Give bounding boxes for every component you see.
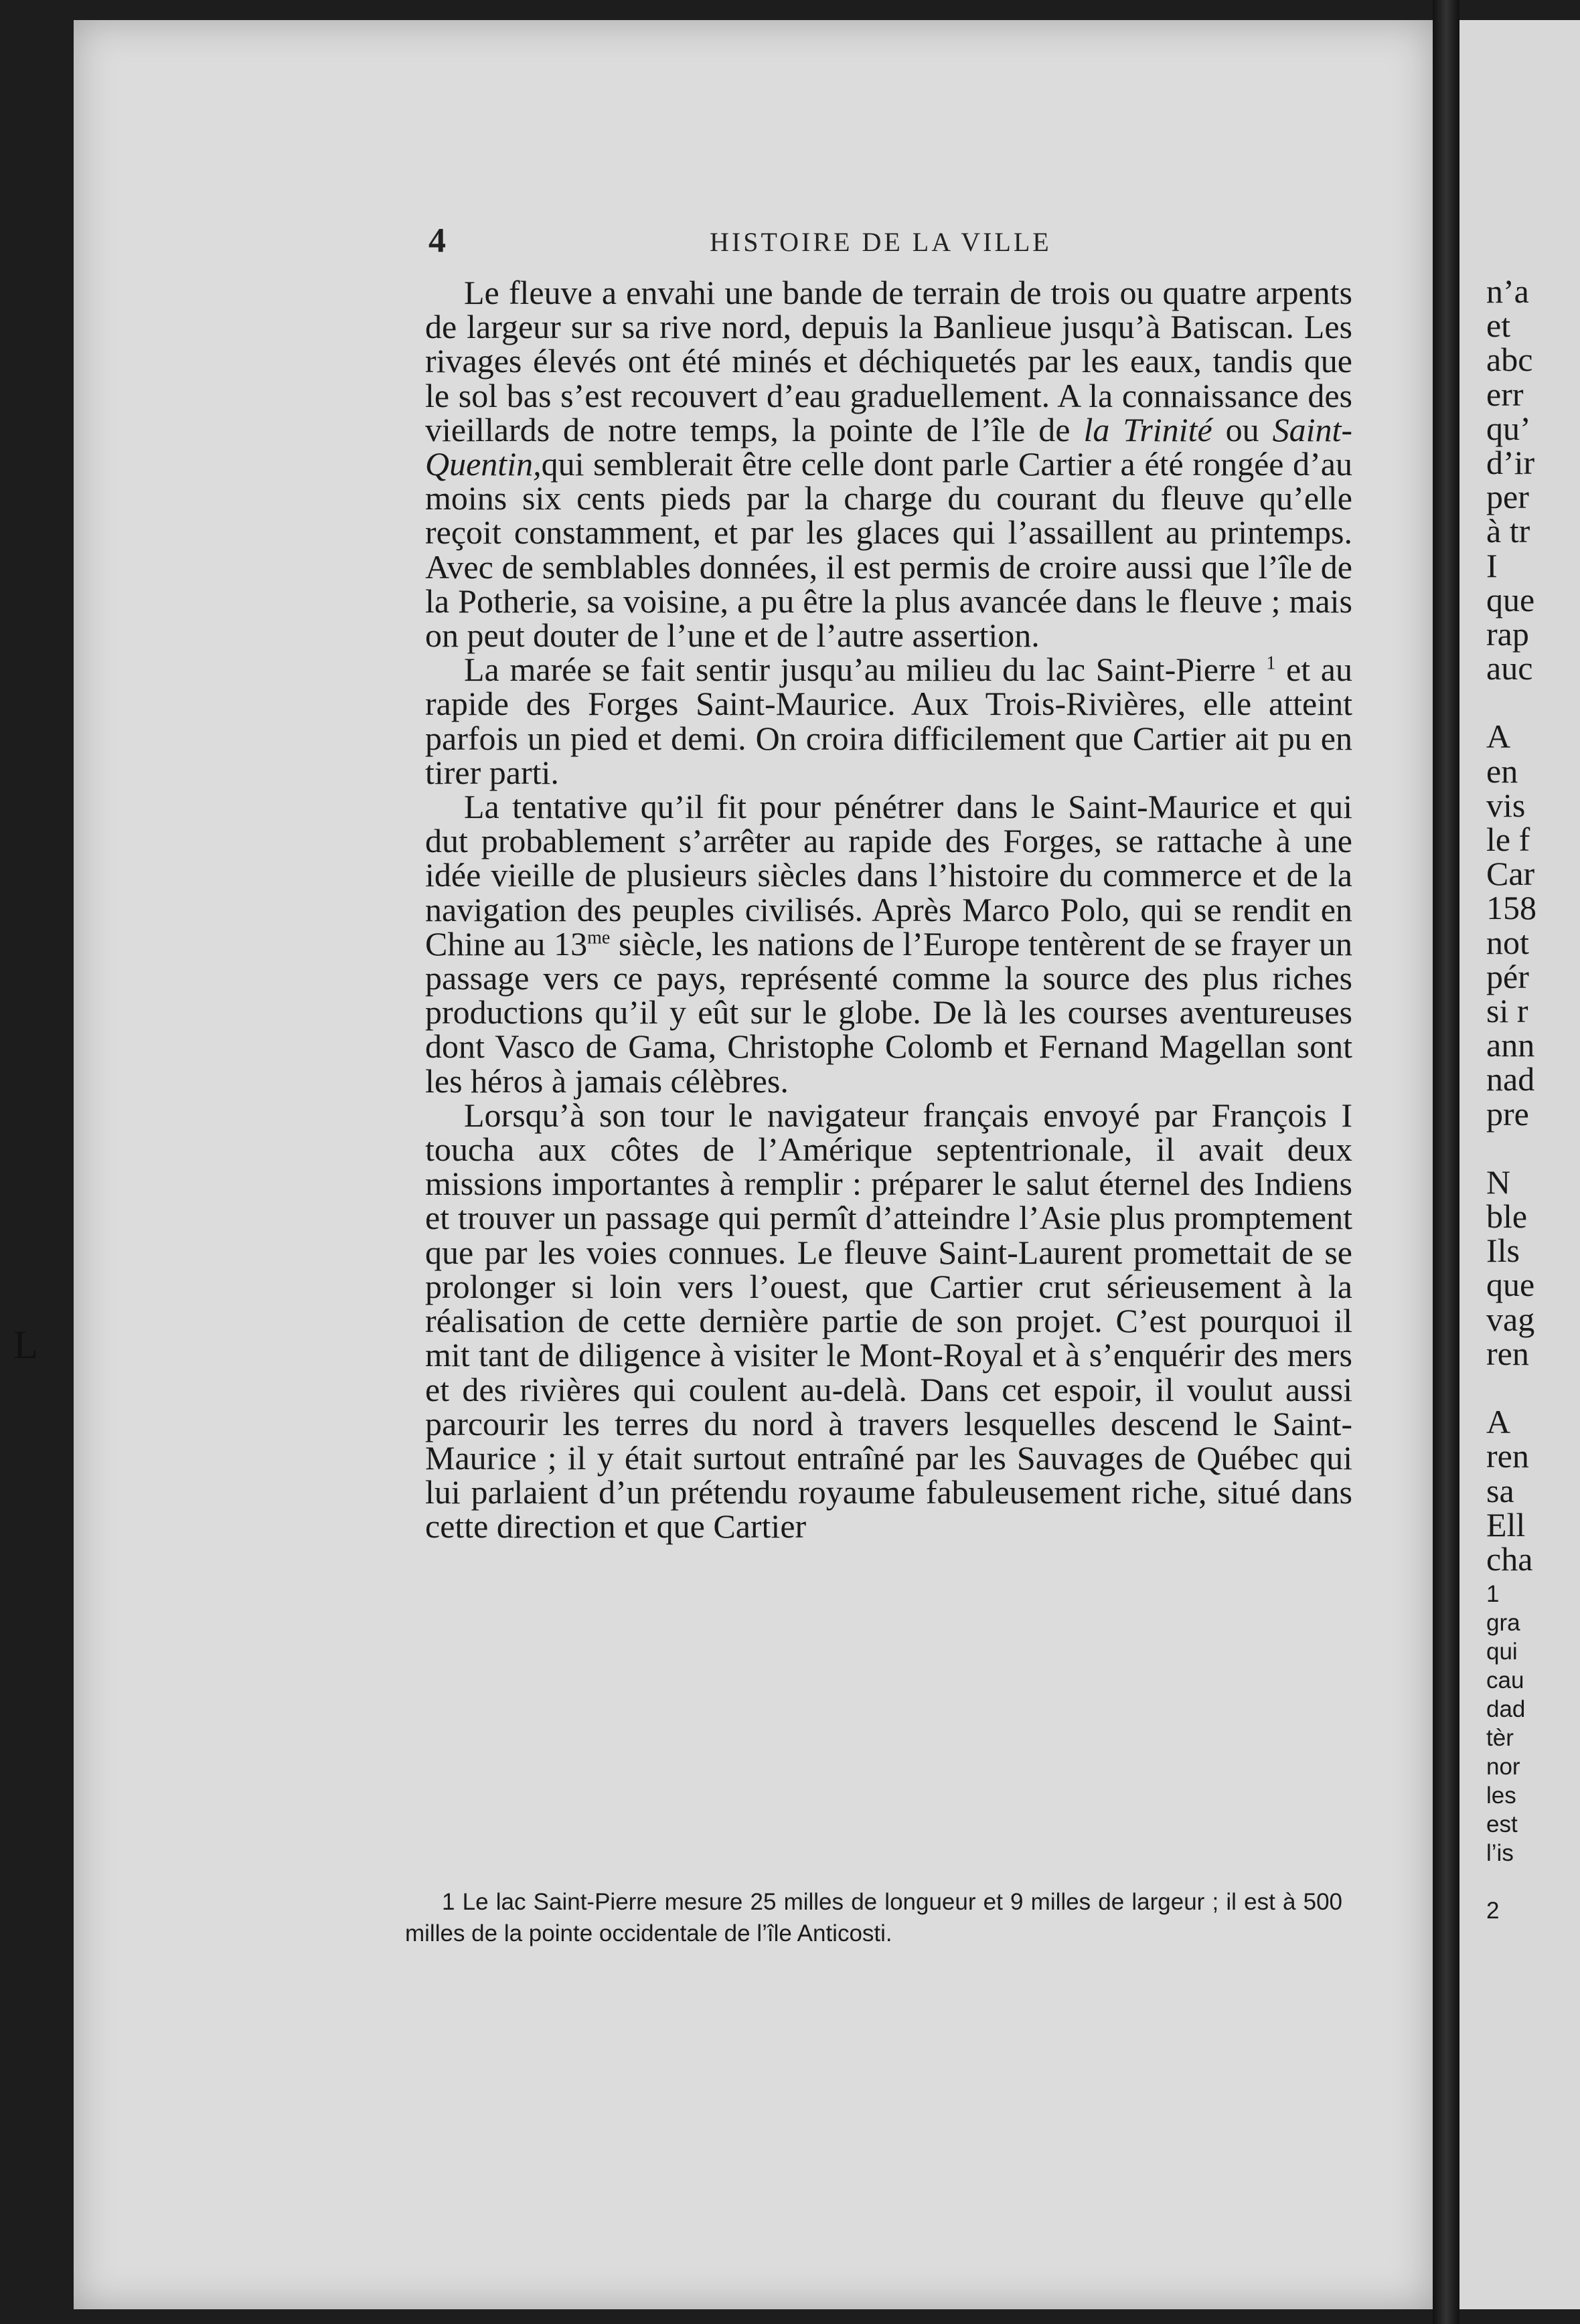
facing-line: d’ir (1486, 443, 1535, 481)
facing-line: 158 (1486, 889, 1536, 927)
page-number: 4 (428, 222, 446, 260)
body-text (425, 276, 1352, 1544)
paragraph-1-text-c: qui semblerait être celle dont parle Cartier a été rongée d’au moins six cents pieds par la charge du courant du fleuve qu’elle reçoit constamment, et par les glaces qui l’assaillent au printemps. Avec de semblables données, il est permis de croire aussi que l’île de la Potherie, sa voisine, a pu être la plus avancée dans le fleuve ; mais on peut douter de l’une et de l’autre assertion. (425, 445, 1352, 655)
paragraph-3 (425, 790, 1352, 1098)
facing-line: que (1486, 1266, 1535, 1304)
facing-line (1486, 1371, 1580, 1405)
margin-mark: L (13, 1323, 38, 1367)
facing-line: à tr (1486, 512, 1530, 550)
facing-line: vag (1486, 1300, 1535, 1338)
facing-footnote-line (1486, 1868, 1525, 1896)
facing-footnote-line: dad (1486, 1696, 1526, 1722)
facing-line: sa (1486, 1471, 1514, 1509)
facing-footnote-line: est (1486, 1811, 1518, 1837)
facing-line: n’a (1486, 272, 1529, 310)
facing-line: auc (1486, 649, 1533, 687)
facing-footnote-line: 2 (1486, 1898, 1500, 1924)
facing-line: pre (1486, 1094, 1529, 1133)
facing-line: A (1486, 1403, 1511, 1441)
facing-footnote-line: 1 (1486, 1581, 1500, 1607)
facing-footnote-line: cau (1486, 1667, 1524, 1693)
facing-line: Ils (1486, 1232, 1520, 1270)
facing-line: I (1486, 546, 1498, 584)
facing-line: err (1486, 375, 1524, 413)
running-head: HISTOIRE DE LA VILLE (710, 227, 1052, 257)
paragraph-2-text-b: et au rapide des Forges Saint-Maurice. Aux Trois-Rivières, elle atteint parfois un pied et demi. On croira difficilement que Cartier ait pu en tirer parti. (425, 651, 1352, 791)
book-gutter (1433, 0, 1459, 2324)
facing-line: ren (1486, 1334, 1529, 1372)
ordinal-superscript: me (587, 927, 611, 948)
facing-page (1459, 20, 1580, 2309)
facing-line: rap (1486, 614, 1529, 653)
paragraph-1 (425, 276, 1352, 653)
facing-line: abc (1486, 341, 1533, 379)
footnote-text: 1 Le lac Saint-Pierre mesure 25 milles de longueur et 9 milles de largeur ; il est à 500 milles de la pointe occidentale de l’île Anticosti. (405, 1889, 1342, 1946)
paragraph-2 (425, 653, 1352, 790)
paragraph-1-italic-a: la Trinité (1083, 410, 1212, 448)
facing-line: en (1486, 752, 1518, 790)
facing-page-text (1486, 274, 1580, 1576)
facing-line: que (1486, 580, 1535, 618)
footnote-ref: 1 (1266, 653, 1276, 674)
facing-line: A (1486, 718, 1511, 756)
facing-line: ann (1486, 1026, 1535, 1064)
facing-footnote-line: qui (1486, 1639, 1518, 1665)
paragraph-3-text-a: La tentative qu’il fit pour pénétrer dans le Saint-Maurice et qui dut probablement s’arrêter au rapide des Forges, se rattache à une idée vieille de plusieurs siècles dans l’histoire du commerce et de la navigation des peuples civilisés. Après Marco Polo, qui se rendit en Chine au 13 (425, 788, 1352, 963)
paragraph-2-text-a: La marée se fait sentir jusqu’au milieu du lac Saint-Pierre (464, 651, 1267, 689)
paragraph-4-text-a: Lorsqu’à son tour le navigateur français envoyé par François I toucha aux côtes de l’Amérique septentrionale, il avait deux missions importantes à remplir : préparer le salut éternel des Indiens et trouver un passage qui permît d’atteindre l’Asie plus promptement que par les voies connues. Le fleuve Saint-Laurent promettait de se prolonger si loin vers l’ouest, que Cartier crut sérieusement à la réalisation de cette dernière partie de son projet. C’est pourquoi il mit tant de diligence à visiter le Mont-Royal et à s’enquérir des mers et des rivières qui coulent au-delà. Dans cet espoir, il voulut aussi parcourir les terres du nord à travers lesquelles descend le Saint-Maurice ; il y était surtout entraîné par les Sauvages de Québec qui lui parlaient d’un prétendu royaume fabuleusement riche, situé dans cette direction et que Cartier (425, 1096, 1352, 1546)
facing-line (1486, 1131, 1580, 1165)
facing-line: le f (1486, 821, 1530, 858)
facing-line: cha (1486, 1540, 1533, 1578)
facing-line: et (1486, 307, 1511, 345)
paragraph-1-italic-b: Saint-Quentin, (425, 410, 1352, 483)
paragraph-1-text-a: Le fleuve a envahi une bande de terrain de trois ou quatre arpents de largeur sur sa rive nord, depuis la Banlieue jusqu’à Batiscan. Les rivages élevés ont été minés et déchiquetés par les eaux, tandis que le sol bas s’est recouvert d’eau graduellement. A la connaissance des vieillards de notre temps, la pointe de l’île de (425, 274, 1352, 448)
facing-footnote-line: gra (1486, 1610, 1520, 1636)
facing-page-footnote (1486, 1580, 1525, 1925)
facing-line: pér (1486, 957, 1529, 995)
footnote (405, 1886, 1342, 1949)
facing-line: nad (1486, 1060, 1535, 1098)
facing-line: qu’ (1486, 409, 1531, 447)
facing-line: ren (1486, 1437, 1529, 1475)
facing-line: not (1486, 923, 1529, 961)
paragraph-3-text-b: siècle, les nations de l’Europe tentèrent de se frayer un passage vers ce pays, représenté comme la source des plus riches productions qu’il y eût sur le globe. De là les courses aventureuses dont Vasco de Gama, Christophe Colomb et Fernand Magellan sont les héros à jamais célèbres. (425, 924, 1352, 1100)
facing-line: Car (1486, 855, 1535, 893)
facing-line: vis (1486, 786, 1526, 824)
paragraph-4 (425, 1098, 1352, 1544)
facing-line: si r (1486, 991, 1528, 1029)
facing-footnote-line: les (1486, 1782, 1516, 1809)
facing-line: per (1486, 478, 1529, 516)
facing-footnote-line: tèr (1486, 1725, 1514, 1751)
facing-line: ble (1486, 1197, 1528, 1236)
facing-line: N (1486, 1163, 1511, 1201)
facing-line: Ell (1486, 1505, 1526, 1544)
facing-footnote-line: nor (1486, 1754, 1520, 1780)
facing-line (1486, 685, 1580, 720)
paragraph-1-text-b: ou (1212, 410, 1273, 448)
facing-footnote-line: l’is (1486, 1840, 1514, 1866)
